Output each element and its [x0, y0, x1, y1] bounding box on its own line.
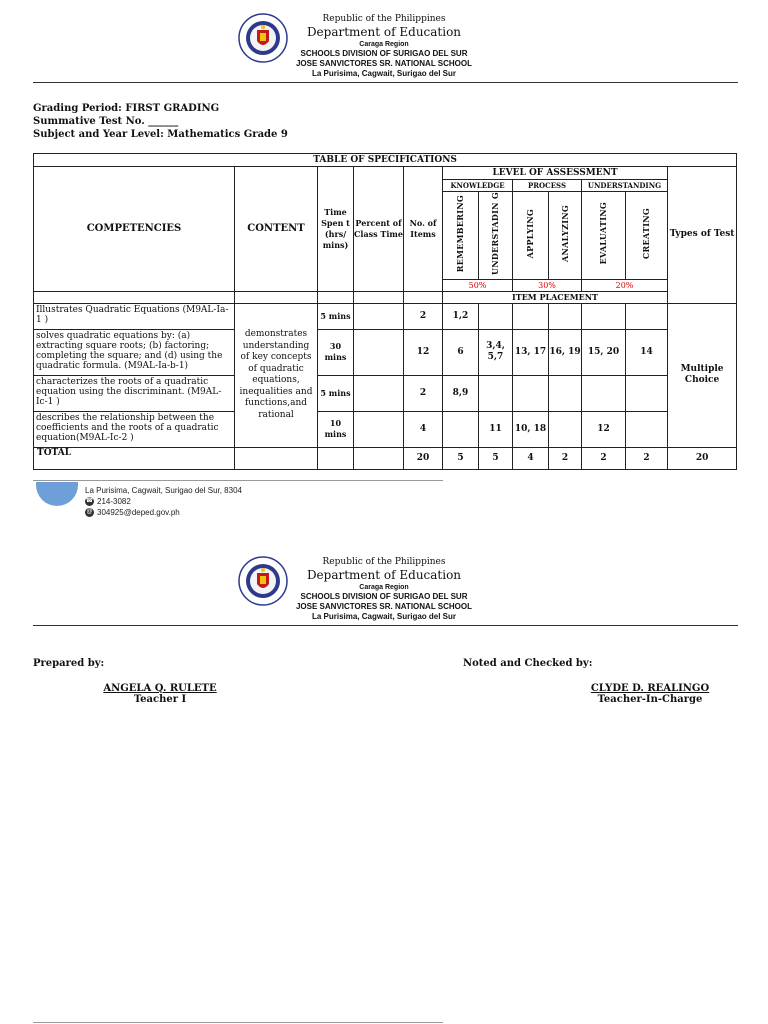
creating-cell [626, 375, 668, 411]
footer-rule [33, 480, 443, 481]
total-evaluating: 2 [582, 447, 626, 469]
analyzing-cell [549, 303, 582, 329]
creating-cell [626, 303, 668, 329]
table-row [34, 411, 737, 447]
remembering-cell: 1,2 [443, 303, 479, 329]
applying-label: APPLYING [525, 208, 535, 259]
types-cell: Multiple Choice [668, 303, 737, 447]
creating-cell [626, 411, 668, 447]
pct-knowledge: 50% [443, 279, 513, 291]
prepared-by-role: Teacher I [133, 694, 187, 705]
contact-email: 304925@deped.gov.ph [97, 508, 180, 517]
prepared-by-label: Prepared by: [33, 658, 105, 669]
time-cell: 5 mins [318, 303, 354, 329]
total-row [34, 447, 737, 469]
total-label: TOTAL [34, 447, 235, 469]
school-text: JOSE SANVICTORES SR. NATIONAL SCHOOL [295, 59, 473, 68]
evaluating-cell [582, 375, 626, 411]
contact-footer [33, 480, 443, 530]
contact-address: La Purisima, Cagwait, Surigao del Sur, 8304 [85, 486, 242, 495]
subject-level: Subject and Year Level: Mathematics Grade 9 [33, 129, 288, 140]
analyzing-cell [549, 375, 582, 411]
table-title: TABLE OF SPECIFICATIONS [34, 154, 737, 167]
email-icon: @ [86, 509, 93, 516]
prepared-by-block [80, 683, 240, 705]
prepared-by-name: ANGELA Q. RULETE [103, 683, 217, 694]
contact-email-row [85, 508, 180, 517]
test-info [33, 102, 288, 141]
evaluating-cell [582, 303, 626, 329]
col-remembering [443, 192, 479, 280]
division-text: SCHOOLS DIVISION OF SURIGAO DEL SUR [300, 592, 468, 601]
footer-decoration [36, 482, 78, 506]
group-process: PROCESS [513, 180, 582, 192]
blank-cell [235, 447, 318, 469]
table-row [34, 329, 737, 375]
percent-cell [354, 411, 404, 447]
total-creating: 2 [626, 447, 668, 469]
evaluating-label: EVALUATING [598, 202, 608, 265]
time-cell: 5 mins [318, 375, 354, 411]
blank-cell [318, 291, 354, 303]
col-understanding [479, 192, 513, 280]
contact-phone-row [85, 497, 131, 506]
col-applying [513, 192, 549, 280]
remembering-cell [443, 411, 479, 447]
remembering-label: REMEMBERING [455, 194, 465, 273]
blank-cell [235, 291, 318, 303]
letterhead-text [290, 556, 478, 622]
applying-cell: 10, 18 [513, 411, 549, 447]
grading-period: Grading Period: FIRST GRADING [33, 103, 220, 114]
understanding-cell [479, 303, 513, 329]
analyzing-label: ANALYZING [559, 205, 570, 262]
col-content: CONTENT [235, 167, 318, 292]
applying-cell: 13, 17 [513, 329, 549, 375]
summative-test-no: Summative Test No. ______ [33, 116, 179, 127]
time-cell: 10 mins [318, 411, 354, 447]
col-analyzing [549, 192, 582, 280]
division-text: SCHOOLS DIVISION OF SURIGAO DEL SUR [300, 49, 468, 58]
republic-text: Republic of the Philippines [322, 14, 446, 24]
letterhead-second [0, 556, 768, 636]
pct-process: 30% [513, 279, 582, 291]
content-cell: demonstrates understanding of key concepts of quadratic equations, inequalities and functions,and rational [235, 303, 318, 447]
items-cell: 4 [404, 411, 443, 447]
competency-cell: characterizes the roots of a quadratic equation using the discriminant. (M9AL-Ic-1 ) [34, 375, 235, 411]
applying-cell [513, 375, 549, 411]
phone-icon: ☎ [85, 498, 94, 505]
creating-label: CREATING [641, 207, 651, 260]
items-cell: 2 [404, 375, 443, 411]
col-no-items: No. of Items [404, 167, 443, 292]
col-percent: Percent of Class Time [354, 167, 404, 292]
col-types: Types of Test [668, 167, 737, 304]
letterhead-top [0, 13, 768, 93]
noted-by-role: Teacher-In-Charge [597, 694, 703, 705]
total-understanding: 5 [479, 447, 513, 469]
group-understanding: UNDERSTANDING [582, 180, 668, 192]
noted-by-name: CLYDE D. REALINGO [590, 683, 710, 694]
level-of-assessment: LEVEL OF ASSESSMENT [443, 167, 668, 180]
pct-understanding: 20% [582, 279, 668, 291]
time-cell: 30 mins [318, 329, 354, 375]
noted-by-block [570, 683, 730, 705]
blank-cell [34, 291, 235, 303]
understanding-cell: 3,4, 5,7 [479, 329, 513, 375]
department-text: Department of Education [306, 568, 462, 582]
header-rule [33, 82, 738, 83]
deped-seal-logo [238, 13, 288, 63]
remembering-cell: 8,9 [443, 375, 479, 411]
percent-cell [354, 303, 404, 329]
total-items: 20 [404, 447, 443, 469]
blank-cell [354, 447, 404, 469]
total-analyzing: 2 [549, 447, 582, 469]
region-text: Caraga Region [359, 41, 409, 48]
table-row [34, 375, 737, 411]
items-cell: 2 [404, 303, 443, 329]
understanding-cell: 11 [479, 411, 513, 447]
blank-cell [404, 291, 443, 303]
total-applying: 4 [513, 447, 549, 469]
republic-text: Republic of the Philippines [322, 557, 446, 567]
analyzing-cell [549, 411, 582, 447]
blank-cell [318, 447, 354, 469]
total-types: 20 [668, 447, 737, 469]
evaluating-cell: 12 [582, 411, 626, 447]
remembering-cell: 6 [443, 329, 479, 375]
competency-cell: solves quadratic equations by: (a) extracting square roots; (b) factoring; completing the square; and (d) using the quadratic formula. (M9AL-Ia-b-1) [34, 329, 235, 375]
address-text: La Purisima, Cagwait, Surigao del Sur [311, 69, 457, 78]
header-rule [33, 625, 738, 626]
total-remembering: 5 [443, 447, 479, 469]
competency-cell: Illustrates Quadratic Equations (M9AL-Ia-1 ) [34, 303, 235, 329]
applying-cell [513, 303, 549, 329]
letterhead-text [290, 13, 478, 79]
table-row [34, 303, 737, 329]
contact-phone: 214-3082 [97, 497, 131, 506]
col-time-spent: Time Spen t (hrs/ mins) [318, 167, 354, 292]
creating-cell: 14 [626, 329, 668, 375]
blank-cell [354, 291, 404, 303]
region-text: Caraga Region [359, 584, 409, 591]
noted-by-label: Noted and Checked by: [463, 658, 593, 669]
school-text: JOSE SANVICTORES SR. NATIONAL SCHOOL [295, 602, 473, 611]
bottom-rule [33, 1022, 443, 1023]
table-of-specifications [33, 153, 737, 470]
analyzing-cell: 16, 19 [549, 329, 582, 375]
col-evaluating [582, 192, 626, 280]
group-knowledge: KNOWLEDGE [443, 180, 513, 192]
col-competencies: COMPETENCIES [34, 167, 235, 292]
competency-cell: describes the relationship between the coefficients and the roots of a quadratic equation(M9AL-Ic-2 ) [34, 411, 235, 447]
evaluating-cell: 15, 20 [582, 329, 626, 375]
col-creating [626, 192, 668, 280]
address-text: La Purisima, Cagwait, Surigao del Sur [311, 612, 457, 621]
understanding-label: UNDERSTADIN G [490, 192, 500, 275]
department-text: Department of Education [306, 25, 462, 39]
percent-cell [354, 375, 404, 411]
item-placement: ITEM PLACEMENT [443, 291, 668, 303]
understanding-cell [479, 375, 513, 411]
percent-cell [354, 329, 404, 375]
deped-seal-logo [238, 556, 288, 606]
items-cell: 12 [404, 329, 443, 375]
